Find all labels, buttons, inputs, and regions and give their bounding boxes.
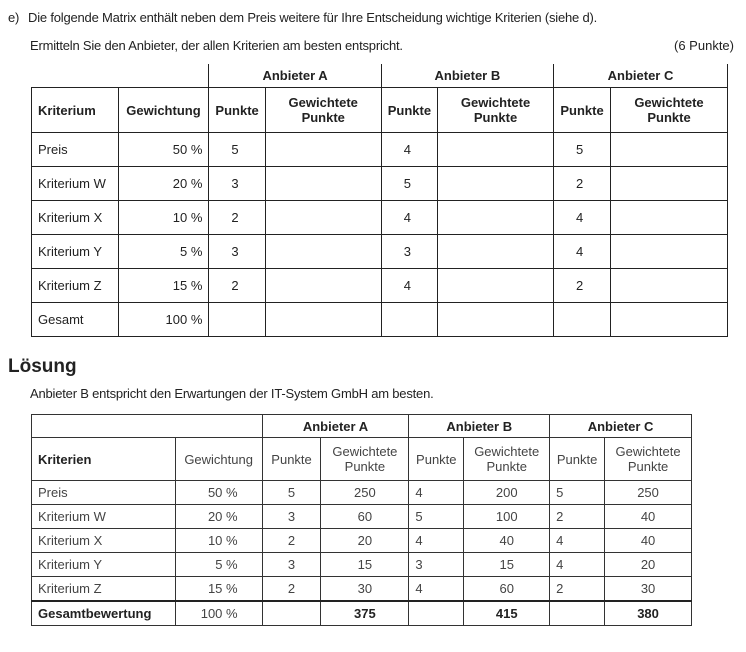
cell-weighted-c: 20 (605, 553, 692, 577)
cell-points-c: 4 (550, 529, 605, 553)
table-row (32, 553, 692, 577)
table-row (32, 133, 728, 167)
cell-weighted-a: 60 (321, 505, 409, 529)
cell-total-points-b (409, 601, 464, 626)
table-row (32, 481, 692, 505)
cell-weighted-c: 40 (605, 529, 692, 553)
cell-weight: 10 % (118, 201, 209, 235)
cell-weight: 50 % (118, 133, 209, 167)
cell-total-weighted-b: 415 (464, 601, 550, 626)
col-header-punkte-c: Punkte (554, 88, 611, 133)
col-header-punkte-a: Punkte (209, 88, 265, 133)
cell-points-b: 4 (381, 133, 437, 167)
cell-weighted-a-empty[interactable] (265, 133, 381, 167)
solution-table (31, 414, 692, 626)
cell-weighted-c: 250 (605, 481, 692, 505)
cell-weighted-a-empty[interactable] (265, 167, 381, 201)
cell-points-a: 5 (209, 133, 265, 167)
table-row (32, 505, 692, 529)
cell-points-a: 2 (262, 529, 321, 553)
solution-answer: Anbieter B entspricht den Erwartungen der IT-System GmbH am besten. (30, 386, 434, 401)
cell-points-b: 5 (409, 505, 464, 529)
col-header-kriterium: Kriterium (32, 88, 119, 133)
cell-weight: 5 % (175, 553, 262, 577)
cell-weighted-b-empty[interactable] (438, 235, 554, 269)
cell-criterion: Gesamt (32, 303, 119, 337)
cell-total-points-a (262, 601, 321, 626)
solution-heading: Lösung (8, 356, 77, 377)
cell-criterion: Kriterium X (32, 201, 119, 235)
cell-points-a: 5 (262, 481, 321, 505)
cell-points-b: 4 (409, 529, 464, 553)
cell-weighted-b: 40 (464, 529, 550, 553)
cell-weighted-a: 30 (321, 577, 409, 602)
cell-points-a: 3 (209, 167, 265, 201)
cell-points-c: 2 (554, 167, 611, 201)
col-header-gewichtet-b: Gewichtete Punkte (464, 438, 550, 481)
cell-weighted-c-empty[interactable] (611, 201, 728, 235)
group-header-b: Anbieter B (409, 415, 550, 438)
cell-weighted-b: 15 (464, 553, 550, 577)
table-row-total (32, 601, 692, 626)
cell-criterion: Kriterium Y (32, 553, 176, 577)
task-label: e) (8, 10, 20, 25)
table-row (32, 269, 728, 303)
cell-criterion: Preis (32, 481, 176, 505)
cell-weighted-c-empty[interactable] (611, 235, 728, 269)
criteria-matrix-table (31, 64, 728, 337)
cell-weighted-a-empty[interactable] (265, 201, 381, 235)
col-header-kriterien: Kriterien (32, 438, 176, 481)
col-header-punkte-b: Punkte (381, 88, 437, 133)
cell-weight: 50 % (175, 481, 262, 505)
cell-points-c: 2 (550, 505, 605, 529)
cell-criterion: Kriterium W (32, 167, 119, 201)
col-header-gewichtet-c: Gewichtete Punkte (611, 88, 728, 133)
col-header-punkte-b: Punkte (409, 438, 464, 481)
cell-points-b: 4 (381, 201, 437, 235)
cell-total-weighted-a: 375 (321, 601, 409, 626)
cell-weighted-b-empty[interactable] (438, 201, 554, 235)
col-header-gewichtet-a: Gewichtete Punkte (265, 88, 381, 133)
cell-points-c: 2 (554, 269, 611, 303)
cell-weighted-b-empty[interactable] (438, 269, 554, 303)
col-header-gewichtung: Gewichtung (118, 88, 209, 133)
cell-weight: 20 % (175, 505, 262, 529)
cell-weight: 10 % (175, 529, 262, 553)
cell-points-a: 2 (262, 577, 321, 602)
table-row (32, 577, 692, 602)
cell-weight: 20 % (118, 167, 209, 201)
cell-points-c: 5 (550, 481, 605, 505)
cell-points-b: 3 (381, 235, 437, 269)
cell-total-label: Gesamtbewertung (32, 601, 176, 626)
cell-points-c: 4 (554, 235, 611, 269)
task-points: (6 Punkte) (674, 38, 734, 53)
cell-weighted-c-empty[interactable] (611, 133, 728, 167)
cell-total-points-c-empty[interactable] (554, 303, 611, 337)
header-spacer (32, 415, 263, 438)
task-text: Die folgende Matrix enthält neben dem Preis weitere für Ihre Entscheidung wichtige Kriterien (siehe d). (28, 10, 598, 25)
cell-weighted-c: 30 (605, 577, 692, 602)
cell-weighted-c-empty[interactable] (611, 269, 728, 303)
table-row (32, 167, 728, 201)
cell-weighted-a: 15 (321, 553, 409, 577)
cell-weighted-b: 200 (464, 481, 550, 505)
col-header-gewichtet-a: Gewichtete Punkte (321, 438, 409, 481)
cell-weighted-a-empty[interactable] (265, 269, 381, 303)
cell-weighted-b-empty[interactable] (438, 133, 554, 167)
col-header-punkte-a: Punkte (262, 438, 321, 481)
cell-points-a: 3 (262, 505, 321, 529)
cell-total-weighted-b-empty[interactable] (438, 303, 554, 337)
cell-points-b: 3 (409, 553, 464, 577)
table-row-total (32, 303, 728, 337)
cell-total-points-a-empty[interactable] (209, 303, 265, 337)
group-header-a: Anbieter A (262, 415, 409, 438)
task-subtext: Ermitteln Sie den Anbieter, der allen Kriterien am besten entspricht. (30, 38, 403, 53)
col-header-gewichtet-c: Gewichtete Punkte (605, 438, 692, 481)
col-header-gewichtung: Gewichtung (175, 438, 262, 481)
header-spacer (32, 64, 209, 88)
table-row (32, 201, 728, 235)
cell-total-weight: 100 % (175, 601, 262, 626)
cell-criterion: Preis (32, 133, 119, 167)
cell-points-b: 4 (381, 269, 437, 303)
cell-weighted-b: 60 (464, 577, 550, 602)
cell-weighted-a: 250 (321, 481, 409, 505)
cell-points-c: 4 (554, 201, 611, 235)
cell-points-c: 4 (550, 553, 605, 577)
col-header-punkte-c: Punkte (550, 438, 605, 481)
cell-total-weighted-c: 380 (605, 601, 692, 626)
cell-weighted-a: 20 (321, 529, 409, 553)
cell-criterion: Kriterium Y (32, 235, 119, 269)
cell-points-a: 2 (209, 201, 265, 235)
cell-points-a: 2 (209, 269, 265, 303)
group-header-b: Anbieter B (381, 64, 553, 88)
cell-weight: 5 % (118, 235, 209, 269)
cell-points-b: 4 (409, 481, 464, 505)
cell-points-c: 5 (554, 133, 611, 167)
table-row (32, 529, 692, 553)
group-header-c: Anbieter C (550, 415, 692, 438)
cell-criterion: Kriterium Z (32, 577, 176, 602)
cell-points-b: 4 (409, 577, 464, 602)
cell-points-a: 3 (262, 553, 321, 577)
cell-weighted-b-empty[interactable] (438, 167, 554, 201)
cell-criterion: Kriterium X (32, 529, 176, 553)
cell-weight: 15 % (118, 269, 209, 303)
cell-total-weighted-c-empty[interactable] (611, 303, 728, 337)
cell-weighted-b: 100 (464, 505, 550, 529)
cell-points-a: 3 (209, 235, 265, 269)
task-instruction (8, 10, 597, 25)
cell-criterion: Kriterium Z (32, 269, 119, 303)
cell-total-points-b-empty[interactable] (381, 303, 437, 337)
cell-total-weighted-a-empty[interactable] (265, 303, 381, 337)
group-header-a: Anbieter A (209, 64, 381, 88)
cell-weight: 100 % (118, 303, 209, 337)
cell-weighted-c: 40 (605, 505, 692, 529)
cell-weighted-c-empty[interactable] (611, 167, 728, 201)
cell-weight: 15 % (175, 577, 262, 602)
cell-criterion: Kriterium W (32, 505, 176, 529)
cell-weighted-a-empty[interactable] (265, 235, 381, 269)
cell-points-b: 5 (381, 167, 437, 201)
table-row (32, 235, 728, 269)
col-header-gewichtet-b: Gewichtete Punkte (438, 88, 554, 133)
cell-total-points-c (550, 601, 605, 626)
group-header-c: Anbieter C (554, 64, 728, 88)
cell-points-c: 2 (550, 577, 605, 602)
